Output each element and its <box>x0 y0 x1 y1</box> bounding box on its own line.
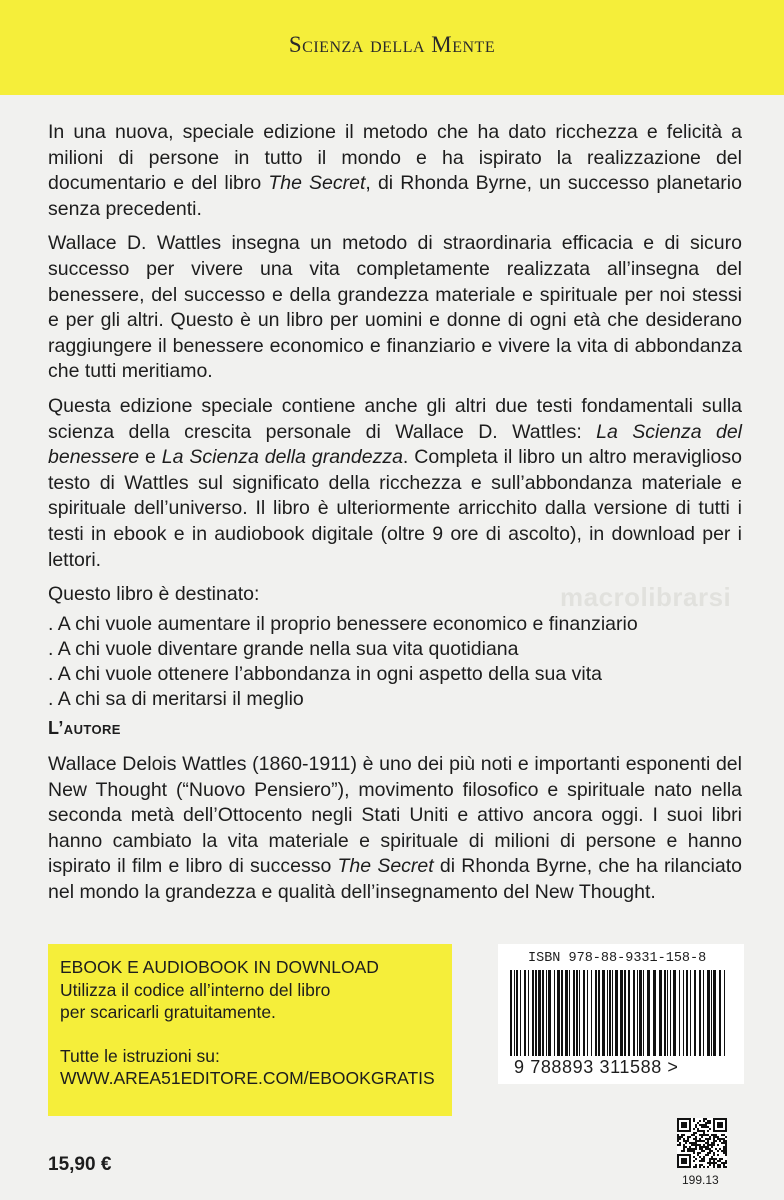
download-heading: EBOOK E AUDIOBOOK IN DOWNLOAD <box>60 957 379 977</box>
list-item: . A chi sa di meritarsi il meglio <box>48 687 304 710</box>
book-title-the-secret: The Secret <box>268 172 366 195</box>
author-bio-text: Wallace Delois Wattles (1860-1911) è uno dei più noti e importanti esponenti del New Thought (“Nuovo Pensiero”), movimento filosofico e spirituale nato nella seconda metà dell’Ottocento negli Stati Uniti e attivo ancora oggi. I suoi libri hanno cambiato la vita materiale e spirituale di milioni di persone e hanno ispirato il film e libro di successo <box>48 753 742 878</box>
qr-code-number: 199.13 <box>682 1173 719 1187</box>
instructions-label: Tutte le istruzioni su: <box>60 1045 220 1066</box>
price: 15,90 € <box>48 1154 112 1175</box>
intro-p1-text: In una nuova, speciale edizione il metodo che ha dato ricchezza e felicità a milioni di persone in tutto il mondo e ha ispirato la realizzazione del documentario e del libro <box>48 121 742 195</box>
author-bio-text-end: di Rhonda Byrne, che ha rilanciato nel mondo la grandezza e qualità dell’insegnamento del New Thought. <box>48 855 742 903</box>
list-intro: Questo libro è destinato: <box>48 583 260 606</box>
intro-p3-text-end: . Completa il libro un altro meraviglioso testo di Wattles sul significato della ricchezza e sull’abbondanza materiale e spirituale dell’universo. Il libro è ulteriormente arricchito dalla versione di tutti i testi in ebook e in audiobook digitale (oltre 9 ore di ascolto), in download per i lettori. <box>48 446 742 571</box>
intro-paragraph-3 <box>48 394 742 573</box>
ean-digits: 9 788893 311588 > <box>514 1057 679 1077</box>
series-title: Scienza della Mente <box>288 32 496 57</box>
intro-p1-text-end: , di Rhonda Byrne, un successo planetario senza precedenti. <box>48 172 742 220</box>
watermark: macrolibrarsi <box>560 582 732 612</box>
description <box>48 120 742 712</box>
barcode-icon <box>510 970 732 1056</box>
intro-paragraph-2: Wallace D. Wattles insegna un metodo di straordinaria efficacia e di sicuro successo per vivere una vita completamente realizzata all’insegna del benessere, del successo e della grandezza materiale e spirituale per noi stessi e per gli altri. Questo è un libro per uomini e donne di ogni età che desiderano raggiungere il benessere economico e finanziario e vivere la vita di abbondanza che tutti meritiamo. <box>48 232 742 383</box>
download-instruction: Utilizza il codice all’interno del libro <box>60 979 331 1000</box>
audience-list <box>48 612 742 712</box>
download-instruction-2: per scaricarli gratuitamente. <box>60 1002 276 1022</box>
intro-paragraph-1 <box>48 120 742 222</box>
qr-code-icon <box>677 1118 727 1168</box>
book-title-the-secret: The Secret <box>337 855 434 878</box>
author-bio <box>48 752 742 906</box>
intro-p3-text: Questa edizione speciale contiene anche gli altri due testi fondamentali sulla scienza della crescita personale di Wallace D. Wattles: <box>48 394 742 443</box>
list-item: . A chi vuole ottenere l’abbondanza in ogni aspetto della sua vita <box>48 662 602 685</box>
book-title-grandezza: La Scienza della grandezza <box>161 446 403 469</box>
intro-p3-conj: e <box>139 446 162 469</box>
download-url: WWW.AREA51EDITORE.COM/EBOOKGRATIS <box>60 1068 435 1088</box>
download-info-box <box>48 944 452 1116</box>
barcode-panel <box>498 944 744 1084</box>
author-heading: L’autore <box>48 718 121 738</box>
list-item: . A chi vuole diventare grande nella sua vita quotidiana <box>48 637 519 660</box>
book-title-benessere: La Scienza del benessere <box>48 420 742 469</box>
list-item: . A chi vuole aumentare il proprio benessere economico e finanziario <box>48 612 638 635</box>
isbn-text: ISBN 978-88-9331-158-8 <box>528 951 707 966</box>
